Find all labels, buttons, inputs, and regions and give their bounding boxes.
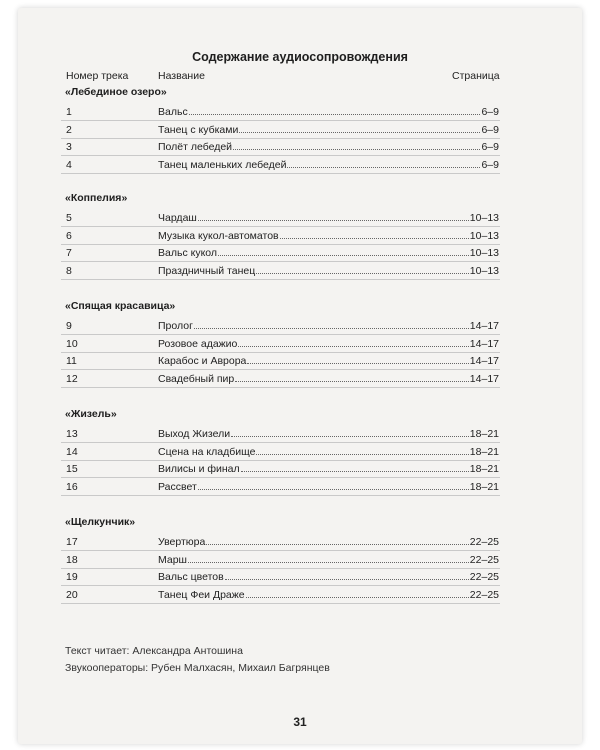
header-page: Страница xyxy=(452,70,500,82)
track-name: Вилисы и финал xyxy=(158,463,240,476)
track-page-range: 6–9 xyxy=(481,106,499,118)
track-name: Праздничный танец xyxy=(158,264,256,277)
track-entry xyxy=(158,265,499,277)
track-number: 7 xyxy=(66,247,72,260)
dot-leader xyxy=(239,132,480,133)
track-page-range: 18–21 xyxy=(469,428,499,440)
track-entry xyxy=(158,320,499,332)
row-divider xyxy=(61,173,500,174)
track-page-range: 22–25 xyxy=(469,571,499,584)
track-name: Свадебный пир xyxy=(158,372,235,385)
dot-leader xyxy=(233,149,480,150)
dot-leader xyxy=(238,346,468,347)
credits-sound-engineers: Звукооператоры: Рубен Малхасян, Михаил Багрянцев xyxy=(65,662,330,674)
track-page-range: 10–13 xyxy=(469,264,499,277)
row-divider xyxy=(61,568,500,569)
track-number: 6 xyxy=(66,229,72,242)
track-page-range: 14–17 xyxy=(469,355,499,368)
track-page-range: 14–17 xyxy=(469,372,499,385)
row-divider xyxy=(61,477,500,478)
track-name: Вальс цветов xyxy=(158,571,224,584)
row-divider xyxy=(61,442,500,443)
track-number: 18 xyxy=(66,553,78,566)
dot-leader xyxy=(241,471,469,472)
dot-leader xyxy=(189,114,481,115)
row-divider xyxy=(61,585,500,586)
section-title: «Спящая красавица» xyxy=(65,300,176,312)
track-page-range: 6–9 xyxy=(481,141,499,154)
dot-leader xyxy=(225,579,469,580)
dot-leader xyxy=(247,363,468,364)
track-name: Рассвет xyxy=(158,480,197,493)
track-page-range: 22–25 xyxy=(469,588,499,601)
track-name: Сцена на кладбище xyxy=(158,445,256,458)
row-divider xyxy=(61,495,500,496)
track-name: Розовое адажио xyxy=(158,337,238,350)
dot-leader xyxy=(280,238,469,239)
header-name: Название xyxy=(158,70,205,82)
track-entry xyxy=(158,212,499,224)
section-title: «Лебединое озеро» xyxy=(65,86,167,98)
track-number: 16 xyxy=(66,480,78,493)
track-page-range: 14–17 xyxy=(469,337,499,350)
row-divider xyxy=(61,603,500,604)
track-entry xyxy=(158,247,499,259)
dot-leader xyxy=(256,454,468,455)
track-number: 8 xyxy=(66,264,72,277)
track-entry xyxy=(158,589,499,601)
track-entry xyxy=(158,230,499,242)
row-divider xyxy=(61,244,500,245)
dot-leader xyxy=(246,597,469,598)
track-entry xyxy=(158,428,499,440)
track-entry xyxy=(158,446,499,458)
row-divider xyxy=(61,460,500,461)
row-divider xyxy=(61,261,500,262)
track-name: Танец с кубками xyxy=(158,123,239,136)
row-divider xyxy=(61,279,500,280)
track-number: 2 xyxy=(66,123,72,136)
dot-leader xyxy=(231,436,469,437)
section-title: «Щелкунчик» xyxy=(65,516,136,528)
track-entry xyxy=(158,355,499,367)
track-number: 14 xyxy=(66,445,78,458)
track-name: Карабос и Аврора xyxy=(158,355,247,368)
track-page-range: 14–17 xyxy=(469,320,499,332)
track-number: 13 xyxy=(66,428,78,440)
credits-reader: Текст читает: Александра Антошина xyxy=(65,645,243,657)
track-page-range: 22–25 xyxy=(469,553,499,566)
track-page-range: 6–9 xyxy=(481,123,499,136)
track-page-range: 18–21 xyxy=(469,463,499,476)
track-page-range: 6–9 xyxy=(481,158,499,171)
dot-leader xyxy=(218,255,469,256)
row-divider xyxy=(61,334,500,335)
track-entry xyxy=(158,554,499,566)
track-number: 19 xyxy=(66,571,78,584)
track-number: 10 xyxy=(66,337,78,350)
track-page-range: 18–21 xyxy=(469,445,499,458)
track-name: Пролог xyxy=(158,320,193,332)
track-name: Танец маленьких лебедей xyxy=(158,158,287,171)
track-entry xyxy=(158,141,499,153)
track-entry xyxy=(158,124,499,136)
track-number: 20 xyxy=(66,588,78,601)
track-name: Выход Жизели xyxy=(158,428,231,440)
track-entry xyxy=(158,106,499,118)
dot-leader xyxy=(206,544,468,545)
track-page-range: 18–21 xyxy=(469,480,499,493)
row-divider xyxy=(61,387,500,388)
track-name: Музыка кукол-автоматов xyxy=(158,229,279,242)
track-entry xyxy=(158,338,499,350)
track-number: 17 xyxy=(66,536,78,548)
header-track-number: Номер трека xyxy=(66,70,129,82)
page-number: 31 xyxy=(293,715,307,729)
track-name: Танец Феи Драже xyxy=(158,588,245,601)
track-name: Марш xyxy=(158,553,187,566)
track-page-range: 10–13 xyxy=(469,229,499,242)
section-title: «Коппелия» xyxy=(65,192,128,204)
track-name: Увертюра xyxy=(158,536,206,548)
track-entry xyxy=(158,481,499,493)
track-number: 5 xyxy=(66,212,72,224)
row-divider xyxy=(61,352,500,353)
dot-leader xyxy=(198,220,469,221)
track-entry xyxy=(158,373,499,385)
track-page-range: 10–13 xyxy=(469,212,499,224)
row-divider xyxy=(61,120,500,121)
dot-leader xyxy=(198,489,469,490)
track-entry xyxy=(158,159,499,171)
track-number: 1 xyxy=(66,106,72,118)
dot-leader xyxy=(235,381,469,382)
dot-leader xyxy=(287,167,480,168)
track-number: 15 xyxy=(66,463,78,476)
row-divider xyxy=(61,226,500,227)
track-name: Чардаш xyxy=(158,212,197,224)
track-entry xyxy=(158,571,499,583)
track-entry xyxy=(158,536,499,548)
track-entry xyxy=(158,463,499,475)
row-divider xyxy=(61,369,500,370)
page-title: Содержание аудиосопровождения xyxy=(192,50,408,64)
track-name: Полёт лебедей xyxy=(158,141,233,154)
track-number: 11 xyxy=(66,355,77,368)
track-number: 4 xyxy=(66,158,72,171)
dot-leader xyxy=(256,273,469,274)
row-divider xyxy=(61,155,500,156)
track-name: Вальс xyxy=(158,106,188,118)
track-page-range: 10–13 xyxy=(469,247,499,260)
track-number: 3 xyxy=(66,141,72,154)
row-divider xyxy=(61,138,500,139)
track-number: 9 xyxy=(66,320,72,332)
section-title: «Жизель» xyxy=(65,408,117,420)
row-divider xyxy=(61,550,500,551)
dot-leader xyxy=(194,328,469,329)
track-number: 12 xyxy=(66,372,78,385)
track-name: Вальс кукол xyxy=(158,247,218,260)
track-page-range: 22–25 xyxy=(469,536,499,548)
dot-leader xyxy=(188,562,469,563)
